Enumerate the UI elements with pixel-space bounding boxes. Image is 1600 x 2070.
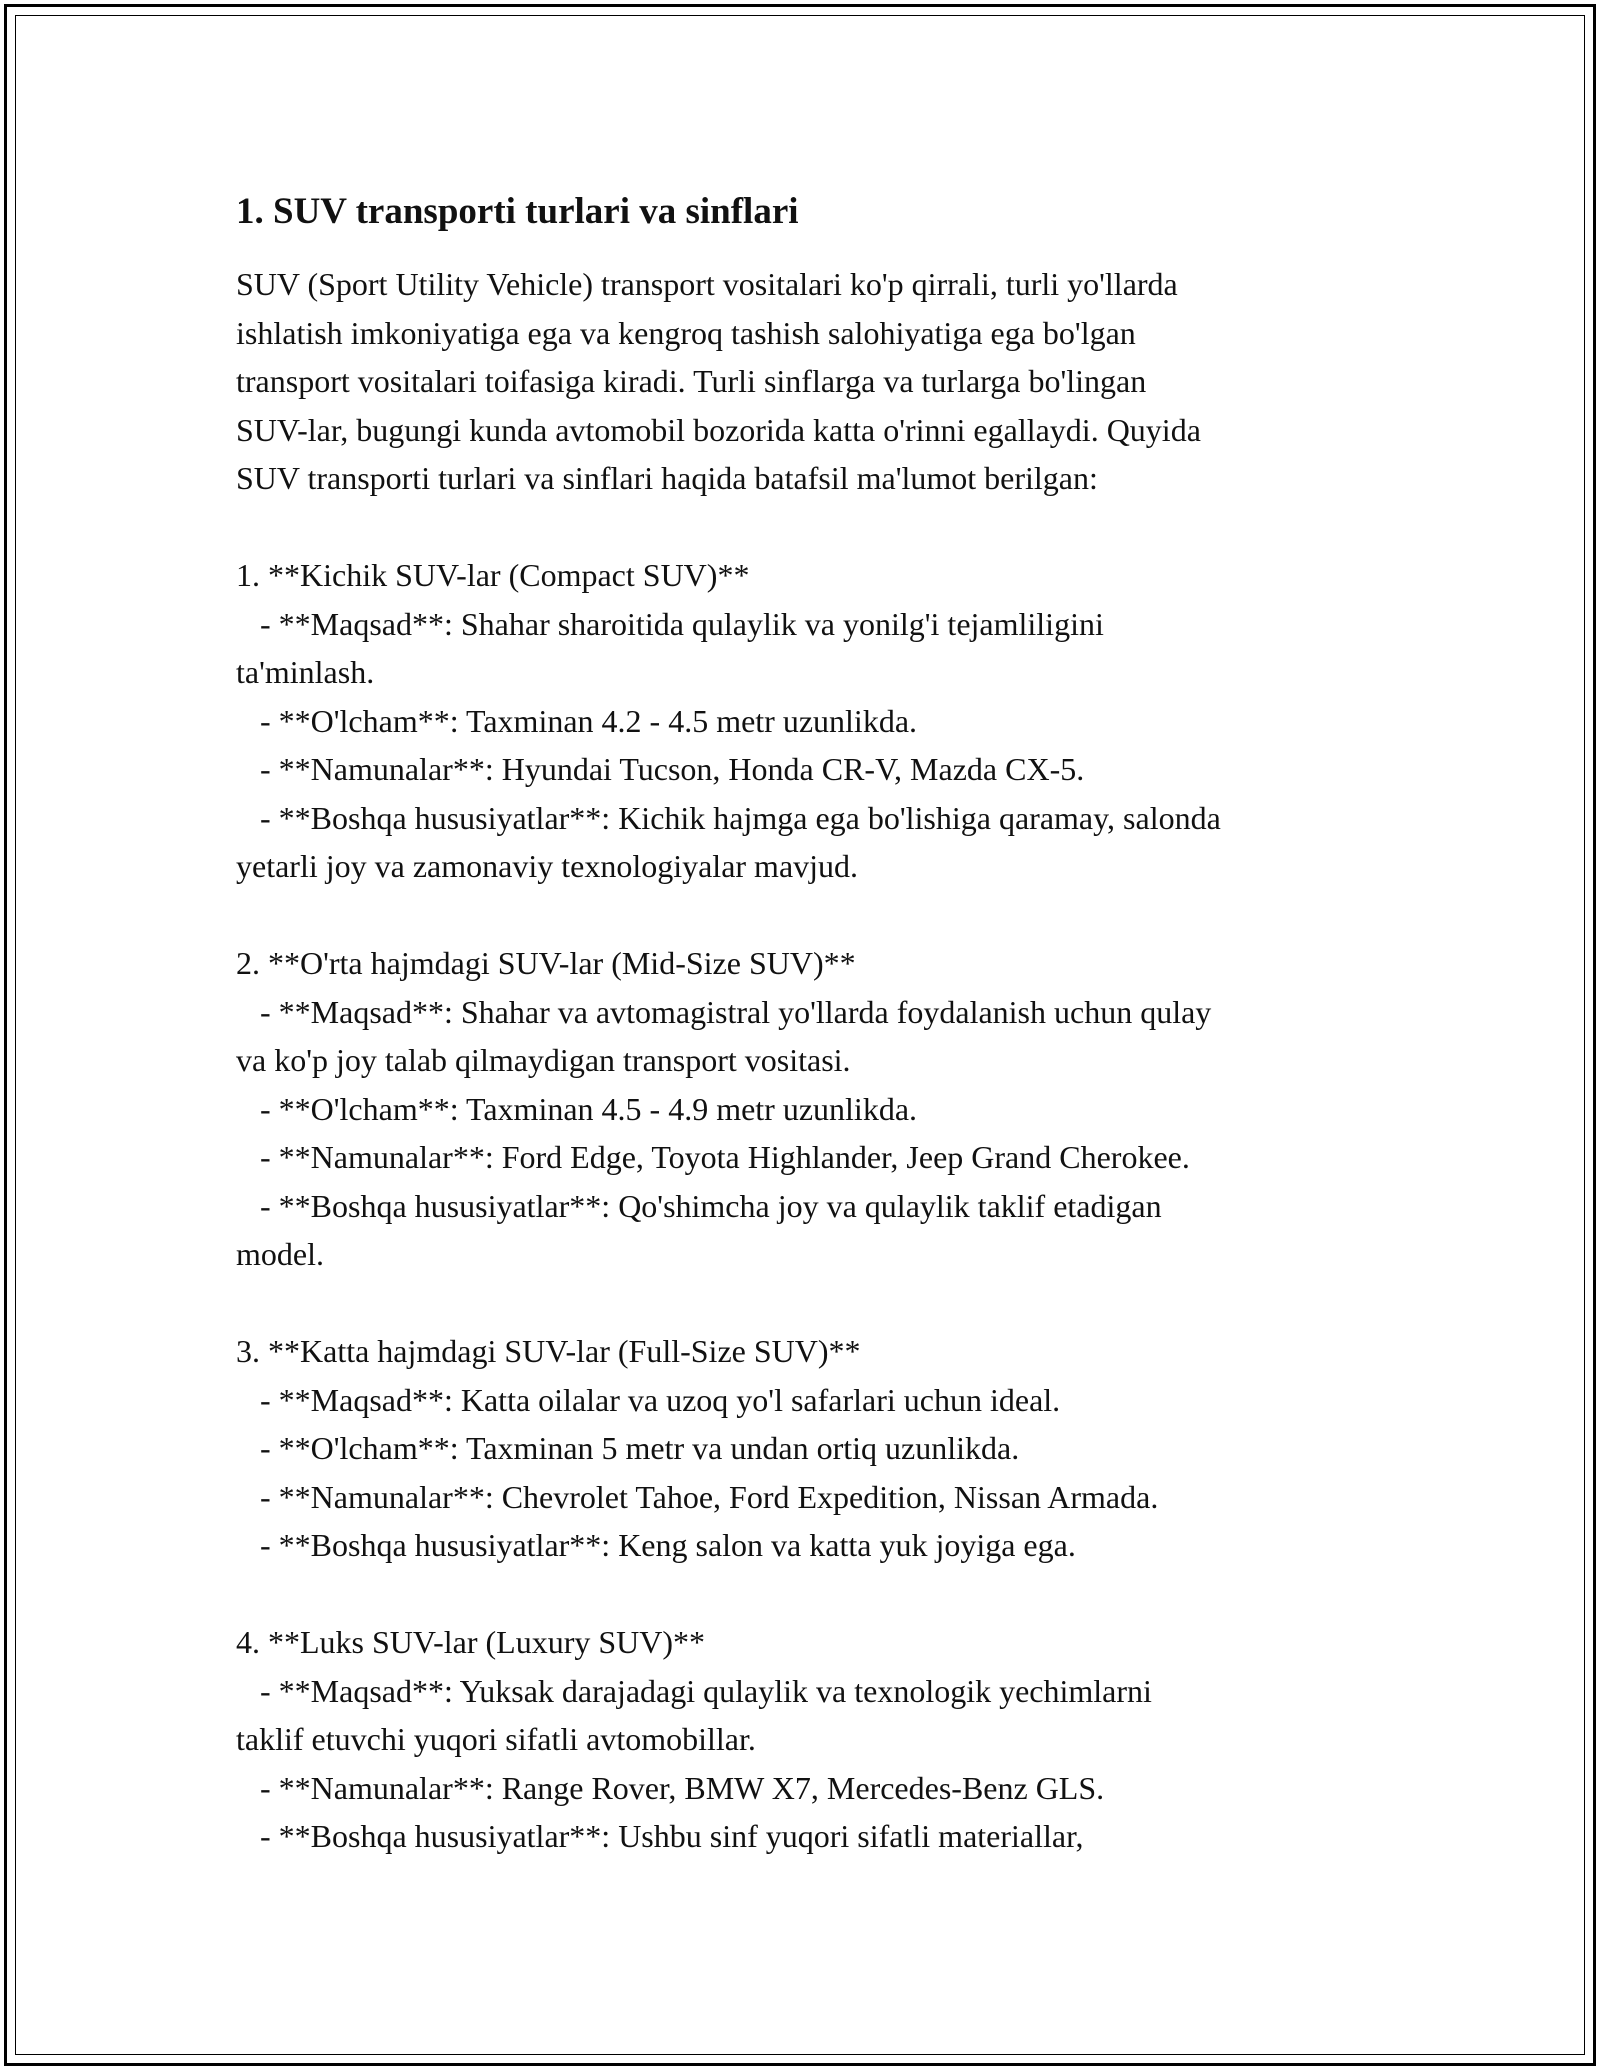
section-compact-suv: 1. **Kichik SUV-lar (Compact SUV)** - **Maqsad**: Shahar sharoitida qulaylik va yonilg'i tejamliligini ta'minlash. - **O'lcham**: Taxminan 4.2 - 4.5 metr uzunlikda. - **Namunalar**: Hyundai Tucson, Honda CR-V, Mazda CX-5. - **Boshqa hususiyatlar**: Kichik hajmga ega bo'lishiga qaramay, salonda yetarli joy va zamonaviy texnologiyalar mavjud. (236, 557, 1221, 884)
section-luxury-suv: 4. **Luks SUV-lar (Luxury SUV)** - **Maqsad**: Yuksak darajadagi qulaylik va texnologik yechimlarni taklif etuvchi yuqori sifatli avtomobillar. - **Namunalar**: Range Rover, BMW X7, Mercedes-Benz GLS. - **Boshqa hususiyatlar**: Ushbu sinf yuqori sifatli materiallar, (236, 1624, 1152, 1854)
paragraph-spacer (236, 1279, 1406, 1328)
paragraph-spacer (236, 891, 1406, 940)
paragraph-spacer (236, 1570, 1406, 1619)
intro-paragraph: SUV (Sport Utility Vehicle) transport vositalari ko'p qirrali, turli yo'llarda ishlatish imkoniyatiga ega va kengroq tashish salohiyatiga ega bo'lgan transport vositalari toifasiga kiradi. Turli sinflarga va turlarga bo'lingan SUV-lar, bugungi kunda avtomobil bozorida katta o'rinni egallaydi. Quyida SUV transporti turlari va sinflari haqida batafsil ma'lumot berilgan: (236, 266, 1201, 496)
paragraph-spacer (236, 503, 1406, 552)
document-body (236, 188, 1406, 1861)
section-full-size-suv: 3. **Katta hajmdagi SUV-lar (Full-Size SUV)** - **Maqsad**: Katta oilalar va uzoq yo'l safarlari uchun ideal. - **O'lcham**: Taxminan 5 metr va undan ortiq uzunlikda. - **Namunalar**: Chevrolet Tahoe, Ford Expedition, Nissan Armada. - **Boshqa hususiyatlar**: Keng salon va katta yuk joyiga ega. (236, 1333, 1159, 1563)
document-title: 1. SUV transporti turlari va sinflari (236, 191, 799, 232)
section-mid-size-suv: 2. **O'rta hajmdagi SUV-lar (Mid-Size SUV)** - **Maqsad**: Shahar va avtomagistral yo'llarda foydalanish uchun qulay va ko'p joy talab qilmaydigan transport vositasi. - **O'lcham**: Taxminan 4.5 - 4.9 metr uzunlikda. - **Namunalar**: Ford Edge, Toyota Highlander, Jeep Grand Cherokee. - **Boshqa hususiyatlar**: Qo'shimcha joy va qulaylik taklif etadigan model. (236, 945, 1212, 1272)
